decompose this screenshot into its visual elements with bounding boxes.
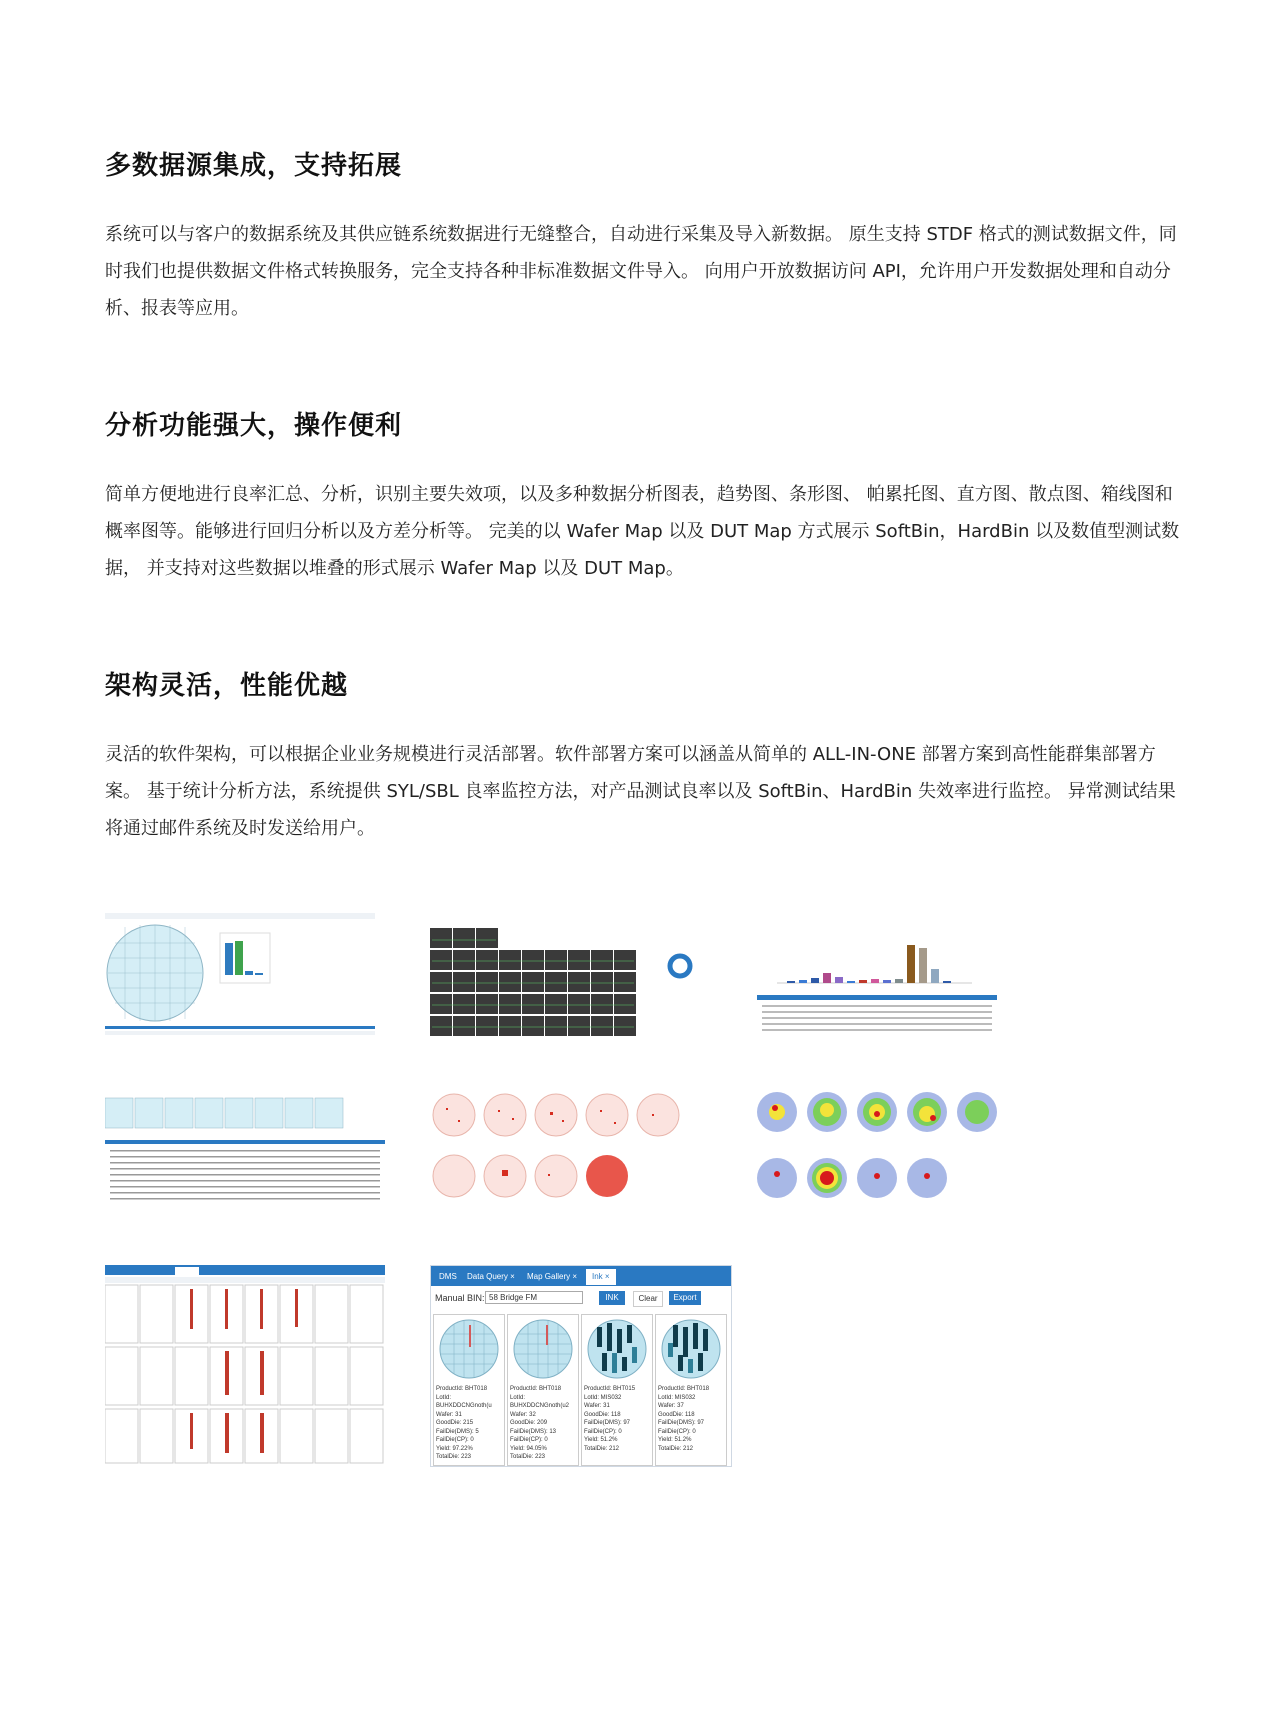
- screenshot-ink-maps: [430, 1265, 732, 1467]
- section-heading: 多数据源集成，支持拓展: [105, 151, 403, 181]
- wafer-info: ProductId: BHT018 LotId: MIS032 Wafer: 37 GoodDie: 118 FailDie(DMS): 97 FailDie(CP): 0 Yield: 51.2% TotalDie: 212: [658, 1386, 710, 1452]
- screenshot-defect-maps: [432, 1090, 690, 1215]
- clear-button[interactable]: Clear: [633, 1291, 663, 1307]
- wafer-info: ProductId: BHT018 LotId: BUHXDDCNGnoth(u Wafer: 31 GoodDie: 215 FailDie(DMS): 5 FailDie(CP): 0 Yield: 97.22% TotalDie: 223: [436, 1386, 492, 1460]
- tab-bar: [431, 1266, 731, 1286]
- wafer-map: [587, 1319, 647, 1379]
- manual-bin-label: Manual BIN:: [435, 1293, 485, 1303]
- section-heading: 分析功能强大，操作便利: [105, 411, 403, 441]
- tab-dms[interactable]: DMS: [439, 1272, 457, 1281]
- export-button[interactable]: Export: [669, 1291, 701, 1305]
- tab-data-query[interactable]: Data Query ×: [467, 1272, 515, 1281]
- screenshot-wafer-table: [105, 1090, 385, 1215]
- section-body: 简单方便地进行良率汇总、分析，识别主要失效项，以及多种数据分析图表，趋势图、条形图、 帕累托图、直方图、散点图、箱线图和概率图等。能够进行回归分析以及方差分析等。 完美的以 Wafer Map 以及 DUT Map 方式展示 SoftBin，HardBin 以及数值型测试数据， 并支持对这些数据以堆叠的形式展示 Wafer Map 以及 DUT Map。: [105, 484, 1180, 579]
- ink-button[interactable]: INK: [599, 1291, 625, 1305]
- section-body: 灵活的软件架构，可以根据企业业务规模进行灵活部署。软件部署方案可以涵盖从简单的 ALL-IN-ONE 部署方案到高性能群集部署方案。 基于统计分析方法，系统提供 SYL/SBL 良率监控方法，对产品测试良率以及 SoftBin、HardBin 失效率进行监控。 异常测试结果将通过邮件系统及时发送给用户。: [105, 744, 1176, 839]
- section-analysis: [105, 405, 1185, 587]
- wafer-map: [513, 1319, 573, 1379]
- wafer-info: ProductId: BHT015 LotId: MIS032 Wafer: 31 GoodDie: 118 FailDie(DMS): 97 FailDie(CP): 0 Yield: 51.2% TotalDie: 212: [584, 1386, 636, 1452]
- screenshot-heat-maps: [755, 1090, 1025, 1215]
- wafer-info: ProductId: BHT018 LotId: BUHXDDCNGnoth(u2 Wafer: 32 GoodDie: 209 FailDie(DMS): 13 FailDie(CP): 0 Yield: 94.05% TotalDie: 223: [510, 1386, 570, 1460]
- screenshot-bar-chart: [757, 913, 997, 1038]
- section-data-integration: [105, 145, 1185, 327]
- wafer-map: [661, 1319, 721, 1379]
- tab-ink[interactable]: Ink ×: [586, 1269, 616, 1285]
- section-body: 系统可以与客户的数据系统及其供应链系统数据进行无缝整合，自动进行采集及导入新数据。 原生支持 STDF 格式的测试数据文件，同时我们也提供数据文件格式转换服务，完全支持各种非标准数据文件导入。 向用户开放数据访问 API，允许用户开发数据处理和自动分析、报表等应用。: [105, 224, 1177, 319]
- wafer-card[interactable]: [507, 1314, 579, 1466]
- screenshot-dut-maps: [105, 1265, 385, 1465]
- manual-bin-select[interactable]: 58 Bridge FM: [485, 1291, 583, 1304]
- wafer-card[interactable]: [581, 1314, 653, 1466]
- wafer-card[interactable]: [655, 1314, 727, 1466]
- screenshot-trend-grid: [430, 913, 700, 1038]
- wafer-map: [439, 1319, 499, 1379]
- section-architecture: [105, 665, 1185, 847]
- wafer-card[interactable]: [433, 1314, 505, 1466]
- tab-map-gallery[interactable]: Map Gallery ×: [527, 1272, 578, 1281]
- screenshot-wafer-bin-chart: [105, 913, 375, 1038]
- section-heading: 架构灵活，性能优越: [105, 671, 349, 701]
